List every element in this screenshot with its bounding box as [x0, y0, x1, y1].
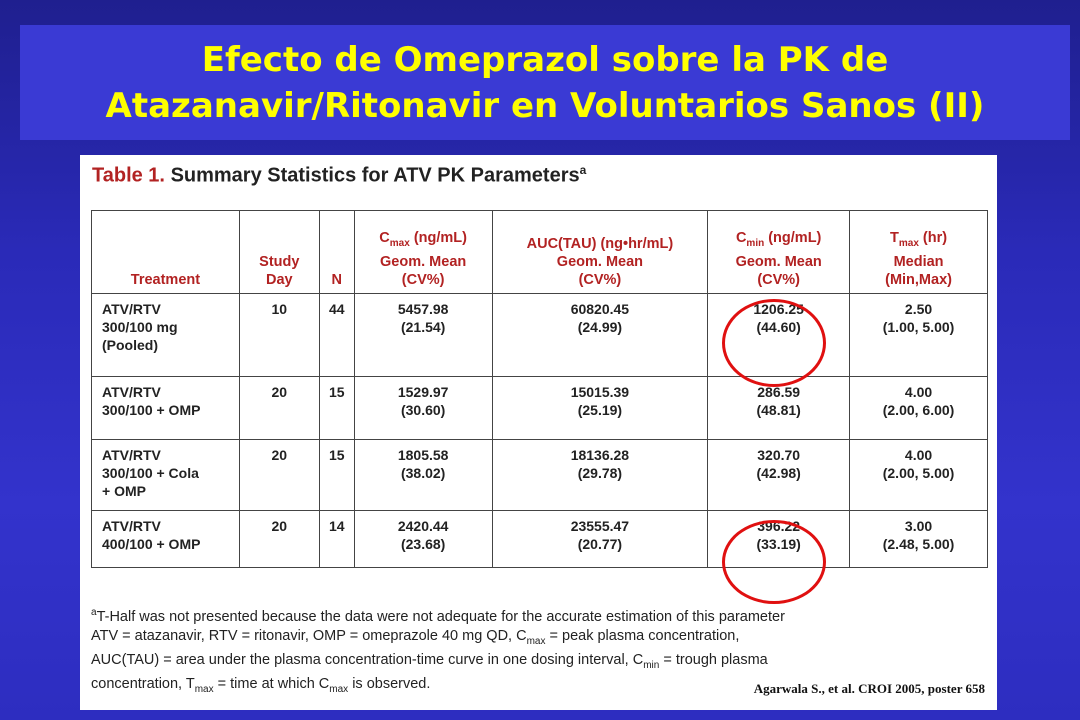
header-treatment: Treatment [92, 211, 240, 294]
footnote-line: ATV = atazanavir, RTV = ritonavir, OMP = omeprazole 40 mg QD, $C_{max}$ = peak plasma concentration, [91, 627, 740, 647]
cell-cmin: 286.59 (48.81) [708, 377, 850, 440]
table-panel [80, 155, 997, 710]
header-cmin: $C_{min}$ (ng/mL) Geom. Mean (CV%) [708, 211, 850, 294]
cell-treatment: ATV/RTV 300/100 + Cola + OMP [92, 440, 240, 511]
cell-cmax: 5457.98 (21.54) [354, 294, 492, 377]
header-auc: AUC(TAU) (ng•hr/mL) Geom. Mean (CV%) [492, 211, 708, 294]
table-row [92, 294, 988, 377]
table-caption [92, 163, 586, 188]
table-caption-footnote-mark: a [579, 163, 587, 177]
cell-cmax: 1529.97 (30.60) [354, 377, 492, 440]
cell-study-day: 20 [239, 511, 319, 568]
cell-tmax: 3.00 (2.48, 5.00) [850, 511, 988, 568]
table-row [92, 511, 988, 568]
header-cmax: $C_{max}$ (ng/mL) Geom. Mean (CV%) [354, 211, 492, 294]
cell-auc: 60820.45 (24.99) [492, 294, 708, 377]
cell-tmax: 2.50 (1.00, 5.00) [850, 294, 988, 377]
title-line-1: Efecto de Omeprazol sobre la PK de [201, 39, 889, 80]
cell-cmin: 320.70 (42.98) [708, 440, 850, 511]
cell-cmin: 396.22 (33.19) [708, 511, 850, 568]
cell-cmax: 1805.58 (38.02) [354, 440, 492, 511]
table-row [92, 377, 988, 440]
table-caption-number: Table 1. [92, 164, 165, 187]
cell-auc: 15015.39 (25.19) [492, 377, 708, 440]
cell-treatment: ATV/RTV 400/100 + OMP [92, 511, 240, 568]
cell-study-day: 20 [239, 440, 319, 511]
title-line-2: Atazanavir/Ritonavir en Voluntarios Sanos (II) [105, 85, 985, 126]
highlight-circle-row1-cmin [722, 299, 826, 387]
cell-auc: 23555.47 (20.77) [492, 511, 708, 568]
footnote-line: concentration, $T_{max}$ = time at which $C_{max}$ is observed. [91, 675, 431, 695]
cell-tmax: 4.00 (2.00, 6.00) [850, 377, 988, 440]
cell-study-day: 10 [239, 294, 319, 377]
cell-n: 14 [319, 511, 354, 568]
table-row [92, 440, 988, 511]
cell-n: 15 [319, 440, 354, 511]
header-study-day: Study Day [239, 211, 319, 294]
citation: Agarwala S., et al. CROI 2005, poster 658 [753, 681, 985, 696]
cell-auc: 18136.28 (29.78) [492, 440, 708, 511]
cell-cmax: 2420.44 (23.68) [354, 511, 492, 568]
cell-n: 44 [319, 294, 354, 377]
cell-study-day: 20 [239, 377, 319, 440]
cell-cmin: 1206.25 (44.60) [708, 294, 850, 377]
pk-summary-table [91, 210, 988, 568]
cell-treatment: ATV/RTV 300/100 + OMP [92, 377, 240, 440]
footnote-line: AUC(TAU) = area under the plasma concentration-time curve in one dosing interval, $C_{min}$ = trough plasma [91, 651, 768, 671]
cell-n: 15 [319, 377, 354, 440]
cell-treatment: ATV/RTV 300/100 mg (Pooled) [92, 294, 240, 377]
header-n: N [319, 211, 354, 294]
footnote-line: $^a$T-Half was not presented because the data were not adequate for the accurate estimation of this parameter [91, 607, 785, 625]
table-caption-text: Summary Statistics for ATV PK Parameters [170, 164, 580, 187]
header-tmax: $T_{max}$ (hr) Median (Min,Max) [850, 211, 988, 294]
highlight-circle-row4-cmin [722, 520, 826, 604]
table-header-row [92, 211, 988, 294]
cell-tmax: 4.00 (2.00, 5.00) [850, 440, 988, 511]
slide-title [20, 25, 1070, 140]
